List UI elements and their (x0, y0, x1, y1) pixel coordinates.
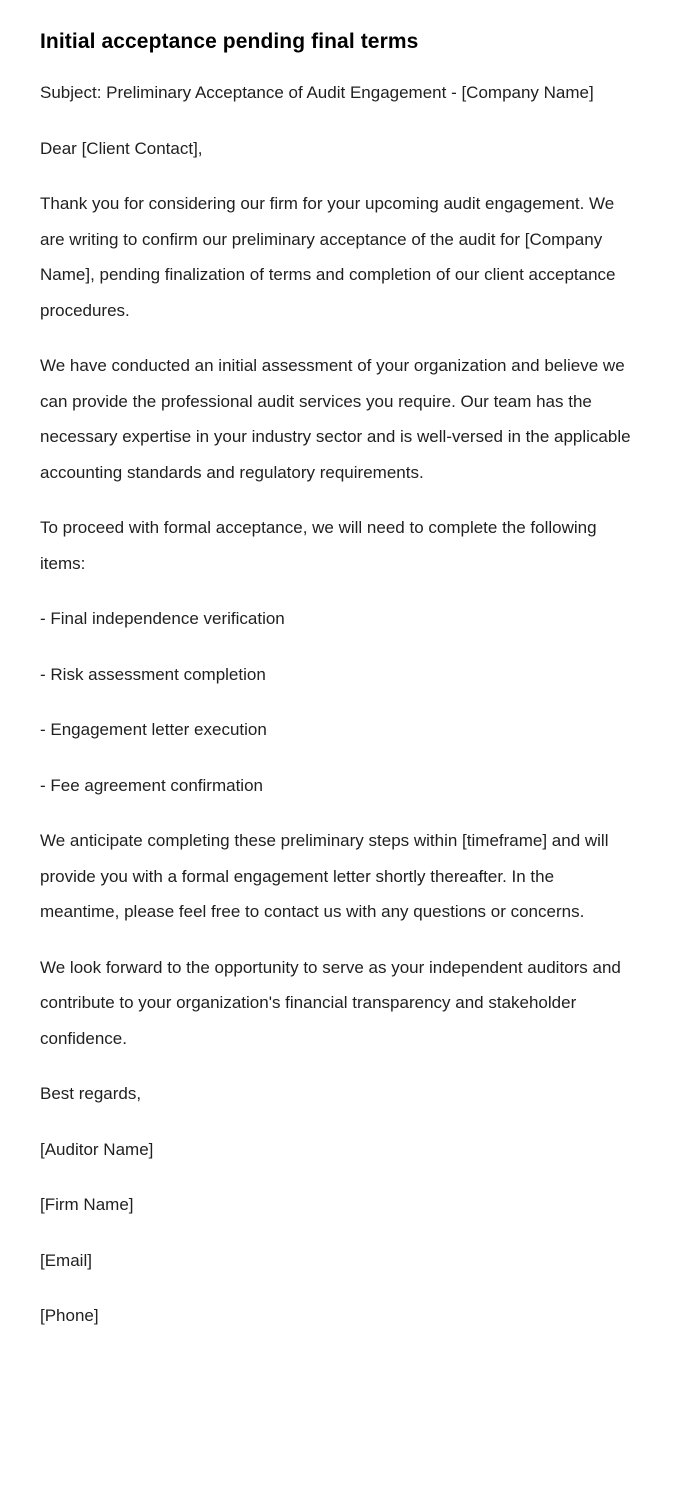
signature-line-firm-name: [Firm Name] (40, 1195, 134, 1214)
checklist-item: - Final independence verification (40, 609, 285, 628)
checklist-item: - Engagement letter execution (40, 720, 267, 739)
signature-line-email: [Email] (40, 1250, 92, 1270)
signature-line-auditor-name: [Auditor Name] (40, 1139, 154, 1159)
paragraph-lookforward: We look forward to the opportunity to serve as your independent auditors and contribute to your organization's financial transparency and stakeholder confidence. (40, 957, 621, 1048)
paragraph-intro: Thank you for considering our firm for your upcoming audit engagement. We are writing to confirm our preliminary acceptance of the audit for [Company Name], pending finalization of terms and completion of our client acceptance procedures. (40, 194, 616, 320)
checklist-item: - Risk assessment completion (40, 664, 266, 684)
paragraph-proceed: To proceed with formal acceptance, we will need to complete the following items: (40, 518, 597, 573)
salutation: Dear [Client Contact], (40, 138, 203, 158)
checklist-item: - Fee agreement confirmation (40, 775, 263, 795)
paragraph-assessment: We have conducted an initial assessment of your organization and believe we can provide the professional audit services you require. Our team has the necessary expertise in your industry sector and is well-versed in the applicable accounting standards and regulatory requirements. (40, 356, 631, 482)
signature-line-phone: [Phone] (40, 1306, 99, 1325)
signoff: Best regards, (40, 1084, 142, 1103)
subject-line: Subject: Preliminary Acceptance of Audit Engagement - [Company Name] (40, 83, 594, 102)
paragraph-timeline: We anticipate completing these preliminary steps within [timeframe] and will provide you with a formal engagement letter shortly thereafter. In the meantime, please feel free to contact us with any questions or concerns. (40, 831, 609, 921)
page-title: Initial acceptance pending final terms (40, 30, 419, 53)
